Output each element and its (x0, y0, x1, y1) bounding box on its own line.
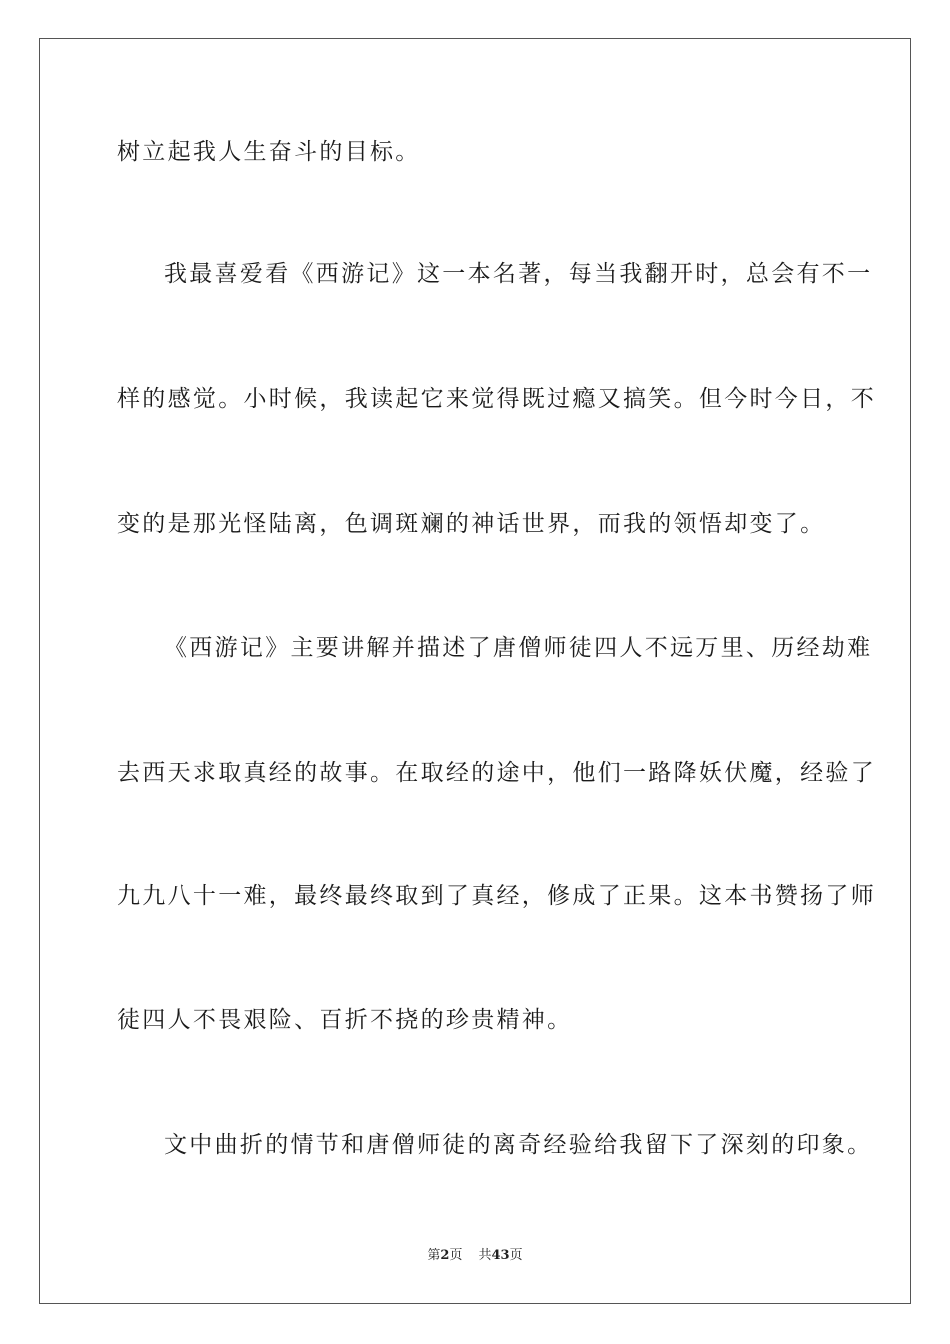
text-line: 树立起我人生奋斗的目标。 (117, 139, 421, 165)
text-line: 样的感觉。小时候，我读起它来觉得既过瘾又搞笑。但今时今日，不 (117, 386, 876, 412)
paragraph-start-line: 我最喜爱看《西游记》这一本名著，每当我翻开时，总会有不一 (164, 261, 873, 287)
paragraph-start-line: 《西游记》主要讲解并描述了唐僧师徒四人不远万里、历经劫难 (164, 635, 873, 661)
text-line: 变的是那光怪陆离，色调斑斓的神话世界，而我的领悟却变了。 (117, 511, 826, 537)
page-number: 2 (440, 1248, 450, 1263)
total-prefix: 共 (478, 1248, 492, 1263)
total-pages: 43 (491, 1248, 510, 1263)
total-suffix: 页 (509, 1248, 523, 1263)
page-prefix: 第 (427, 1248, 441, 1263)
text-line: 徒四人不畏艰险、百折不挠的珍贵精神。 (117, 1007, 573, 1033)
page-suffix: 页 (449, 1248, 463, 1263)
page-border (39, 38, 911, 1304)
page-footer (0, 1247, 950, 1265)
text-line: 九九八十一难，最终最终取到了真经，修成了正果。这本书赞扬了师 (117, 883, 876, 909)
paragraph-start-line: 文中曲折的情节和唐僧师徒的离奇经验给我留下了深刻的印象。 (164, 1132, 873, 1158)
text-line: 去西天求取真经的故事。在取经的途中，他们一路降妖伏魔，经验了 (117, 760, 876, 786)
